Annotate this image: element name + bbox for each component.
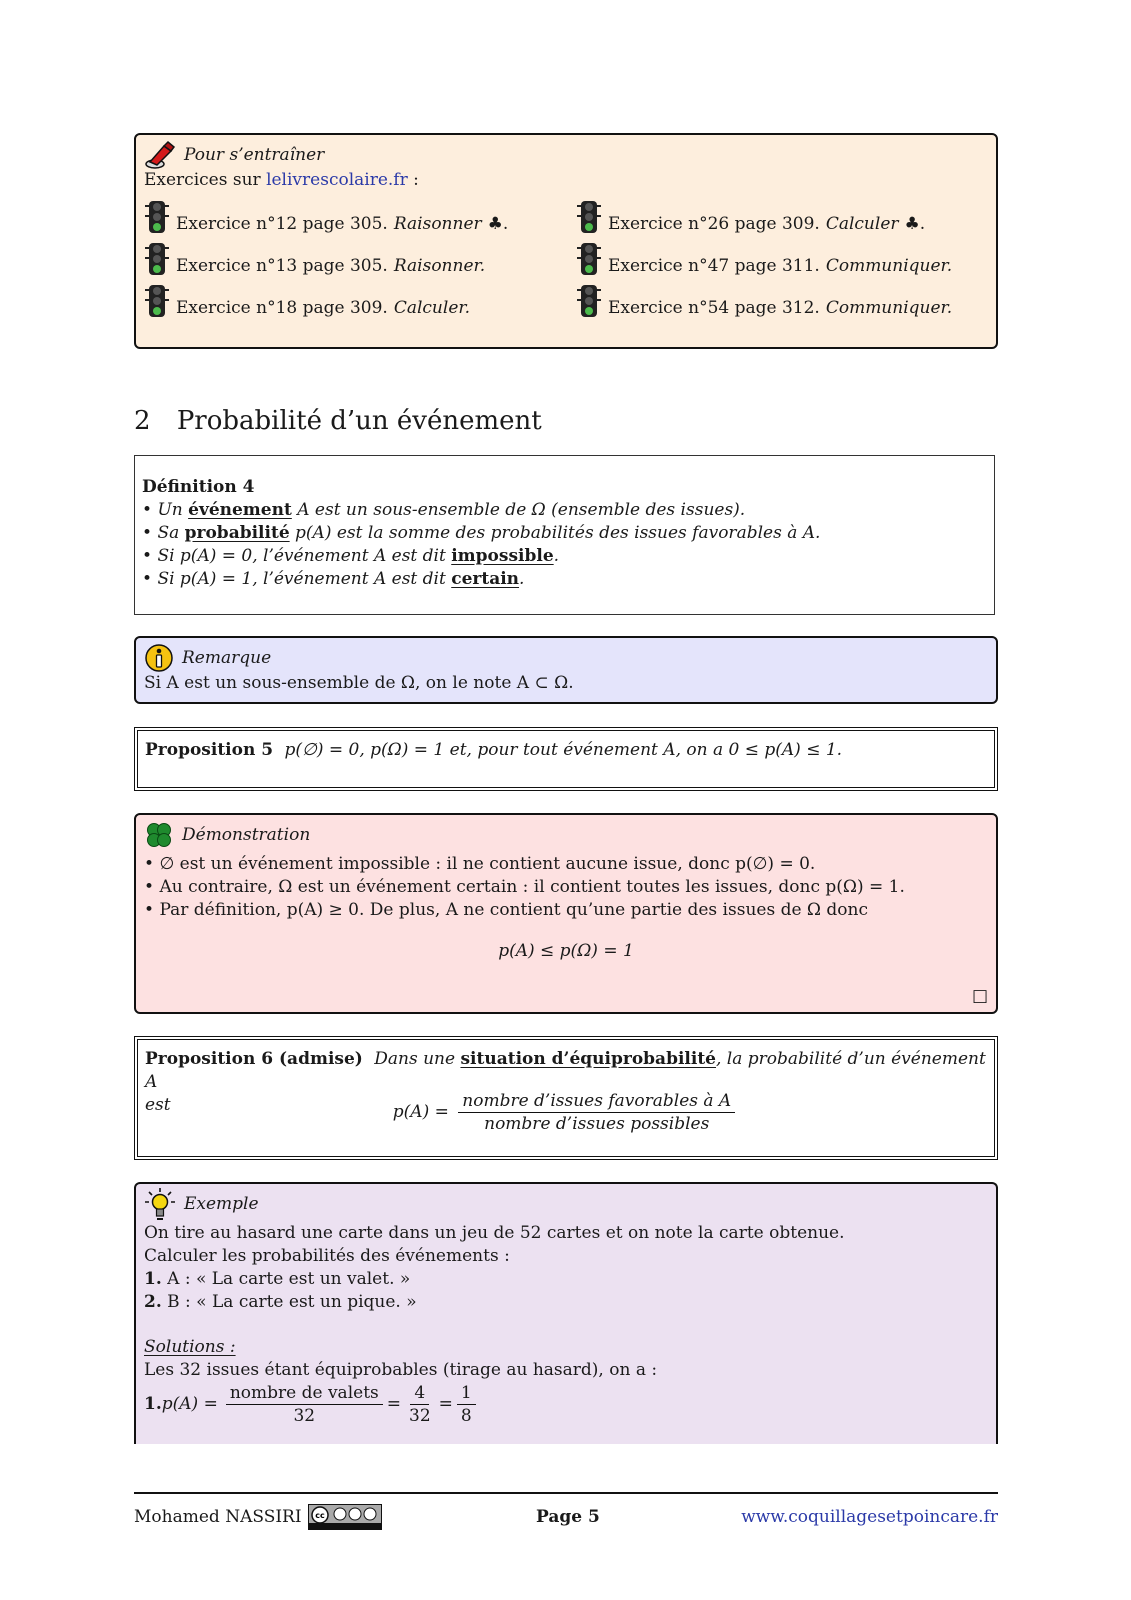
practice-header — [144, 141, 988, 169]
exercise-item[interactable]: Exercice n°12 page 305. Raisonner ♣. — [144, 200, 576, 234]
qed-symbol: □ — [971, 986, 988, 1006]
definition-item: • Sa probabilité p(A) est la somme des probabilités des issues favorables à A. — [142, 523, 821, 543]
remark-box — [134, 636, 998, 704]
footer — [134, 1502, 998, 1532]
demonstration-title: Démonstration — [182, 825, 311, 845]
practice-intro: Exercices sur lelivrescolaire.fr : — [144, 170, 419, 190]
section-title: Probabilité d’un événement — [176, 406, 542, 436]
remark-header — [144, 644, 988, 672]
section-number: 2 — [134, 406, 151, 436]
proposition-5-box — [134, 727, 998, 791]
traffic-light-icon — [144, 200, 170, 234]
demo-item: • Par définition, p(A) ≥ 0. De plus, A ne contient qu’une partie des issues de Ω donc — [144, 900, 869, 920]
section-heading — [134, 406, 542, 436]
traffic-light-icon — [576, 200, 602, 234]
exercise-item[interactable]: Exercice n°18 page 309. Calculer. — [144, 284, 576, 318]
definition-title: Définition 4 — [142, 477, 255, 497]
example-question: Calculer les probabilités des événements : — [144, 1246, 510, 1266]
definition-box — [134, 455, 995, 615]
example-header — [144, 1190, 988, 1218]
demonstration-box — [134, 813, 998, 1014]
remark-title: Remarque — [182, 648, 272, 668]
remark-text: Si A est un sous-ensemble de Ω, on le note A ⊂ Ω. — [144, 673, 574, 693]
demonstration-header — [144, 821, 988, 849]
footer-author: Mohamed NASSIRI — [134, 1507, 302, 1527]
traffic-light-icon — [576, 284, 602, 318]
proposition-6-formula: p(A) = $\frac{\text{nombre d’issues favorables à A}}{\text{nombre d’issues possibles}}$ — [138, 1090, 994, 1135]
practice-box — [134, 133, 998, 349]
practice-title: Pour s’entraîner — [184, 145, 325, 165]
proposition-6-text: Proposition 6 (admise) Dans une situation d’équiprobabilité, la probabilité d’un événement A — [145, 1049, 986, 1092]
footer-rule — [134, 1492, 998, 1494]
livrescolaire-link[interactable]: lelivrescolaire.fr — [266, 170, 408, 190]
exercise-item[interactable]: Exercice n°26 page 309. Calculer ♣. — [576, 200, 976, 234]
definition-item: • Un événement A est un sous-ensemble de Ω (ensemble des issues). — [142, 500, 746, 520]
proposition-6-box — [134, 1036, 998, 1160]
traffic-light-icon — [144, 284, 170, 318]
definition-item: • Si p(A) = 1, l’événement A est dit certain. — [142, 569, 525, 589]
info-icon — [144, 643, 174, 673]
exercise-item[interactable]: Exercice n°13 page 305. Raisonner. — [144, 242, 576, 276]
solutions-intro: Les 32 issues étant équiprobables (tirage au hasard), on a : — [144, 1360, 658, 1380]
footer-site-link[interactable]: www.coquillagesetpoincare.fr — [741, 1507, 998, 1527]
example-statement: On tire au hasard une carte dans un jeu de 52 cartes et on note la carte obtenue. — [144, 1223, 845, 1243]
demo-formula: p(A) ≤ p(Ω) = 1 — [498, 941, 634, 961]
clover-icon — [144, 820, 174, 850]
exercise-list — [144, 200, 988, 318]
example-title: Exemple — [184, 1194, 259, 1214]
example-question-2: 2. B : « La carte est un pique. » — [144, 1292, 417, 1312]
cc-license-badge — [308, 1504, 382, 1530]
demo-item: • ∅ est un événement impossible : il ne contient aucune issue, donc p(∅) = 0. — [144, 854, 816, 874]
example-question-1: 1. A : « La carte est un valet. » — [144, 1269, 411, 1289]
demo-item: • Au contraire, Ω est un événement certain : il contient toutes les issues, donc p(Ω) = 1. — [144, 877, 905, 897]
exercise-item[interactable]: Exercice n°47 page 311. Communiquer. — [576, 242, 976, 276]
traffic-light-icon — [576, 242, 602, 276]
proposition-5-text: Proposition 5 p(∅) = 0, p(Ω) = 1 et, pour tout événement A, on a 0 ≤ p(A) ≤ 1. — [145, 740, 843, 760]
traffic-light-icon — [144, 242, 170, 276]
solutions-title: Solutions : — [144, 1337, 236, 1357]
svg-text:cc: cc — [314, 1511, 325, 1520]
example-box — [134, 1182, 998, 1444]
lightbulb-icon — [144, 1187, 176, 1221]
footer-page: Page 5 — [536, 1507, 600, 1527]
exercise-item[interactable]: Exercice n°54 page 312. Communiquer. — [576, 284, 976, 318]
solution-1: 1. p(A) = $\frac{\text{nombre de valets}}{32}$ = $\frac{4}{32}$ = $\frac{1}{8}$ — [144, 1382, 988, 1427]
definition-item: • Si p(A) = 0, l’événement A est dit impossible. — [142, 546, 560, 566]
pen-icon — [144, 140, 176, 170]
proposition-6-continuation: est — [145, 1095, 171, 1115]
